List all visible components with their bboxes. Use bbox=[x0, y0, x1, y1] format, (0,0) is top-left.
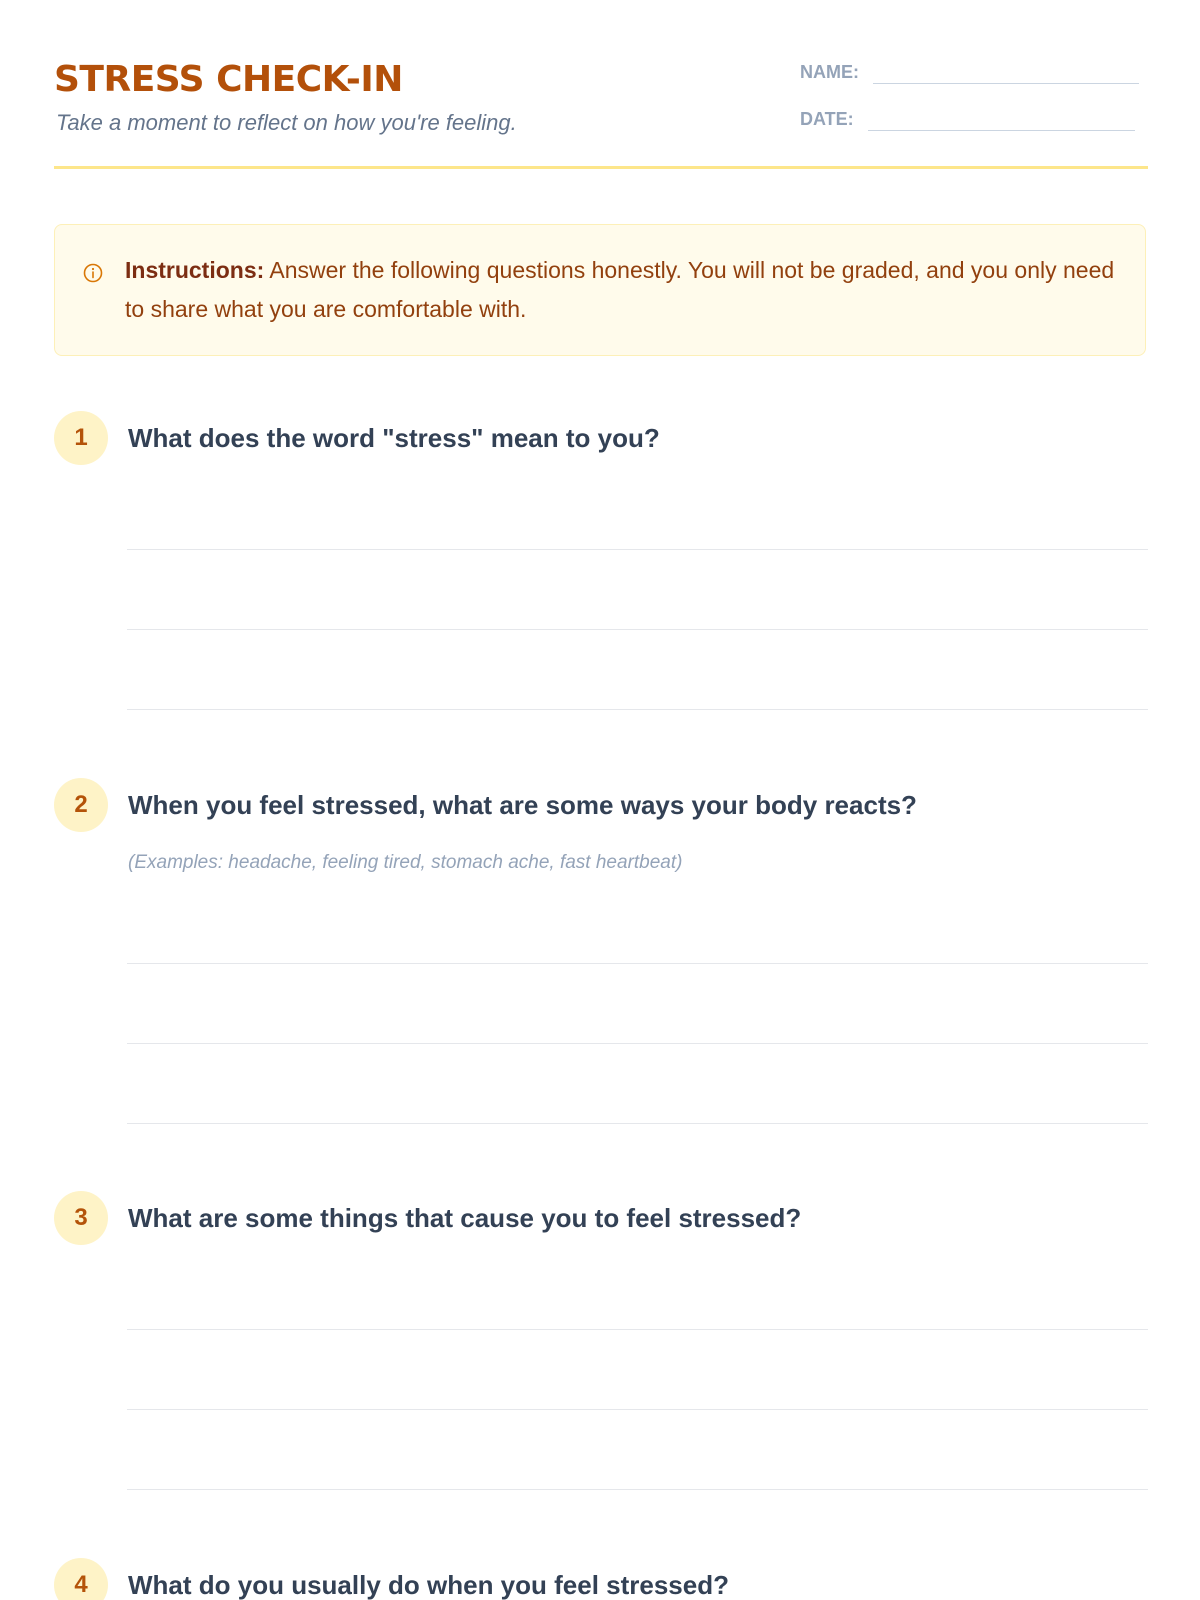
name-field[interactable] bbox=[873, 61, 1139, 84]
question-hint: (Examples: headache, feeling tired, stomach ache, fast heartbeat) bbox=[128, 852, 683, 873]
question-number-badge: 3 bbox=[54, 1191, 108, 1245]
date-label: DATE: bbox=[800, 109, 854, 129]
question-text: What does the word "stress" mean to you? bbox=[128, 423, 660, 453]
name-label: NAME: bbox=[800, 62, 859, 82]
date-row bbox=[800, 107, 1135, 131]
page-subtitle: Take a moment to reflect on how you're feeling. bbox=[56, 110, 517, 135]
answer-line[interactable] bbox=[127, 1043, 1148, 1044]
info-icon bbox=[83, 263, 103, 283]
answer-line[interactable] bbox=[127, 1489, 1148, 1490]
answer-line[interactable] bbox=[127, 1329, 1148, 1330]
answer-line[interactable] bbox=[127, 709, 1148, 710]
page-title: STRESS CHECK-IN bbox=[54, 59, 403, 100]
date-field[interactable] bbox=[868, 108, 1135, 131]
answer-line[interactable] bbox=[127, 549, 1148, 550]
instructions-lead: Instructions: bbox=[125, 257, 265, 283]
question-text: What do you usually do when you feel stressed? bbox=[128, 1570, 729, 1600]
instructions-text bbox=[125, 251, 1125, 329]
answer-line[interactable] bbox=[127, 1409, 1148, 1410]
answer-line[interactable] bbox=[127, 1123, 1148, 1124]
instructions-body: Answer the following questions honestly. You will not be graded, and you only need to share what you are comfortable with. bbox=[125, 257, 1115, 322]
question-text: When you feel stressed, what are some ways your body reacts? bbox=[128, 790, 917, 820]
header-divider bbox=[54, 166, 1148, 169]
name-row bbox=[800, 60, 1139, 84]
question-number-badge: 4 bbox=[54, 1558, 108, 1600]
question-text: What are some things that cause you to feel stressed? bbox=[128, 1203, 802, 1233]
answer-line[interactable] bbox=[127, 629, 1148, 630]
instructions-box bbox=[54, 224, 1146, 356]
question-number-badge: 1 bbox=[54, 411, 108, 465]
question-number-badge: 2 bbox=[54, 778, 108, 832]
answer-line[interactable] bbox=[127, 963, 1148, 964]
